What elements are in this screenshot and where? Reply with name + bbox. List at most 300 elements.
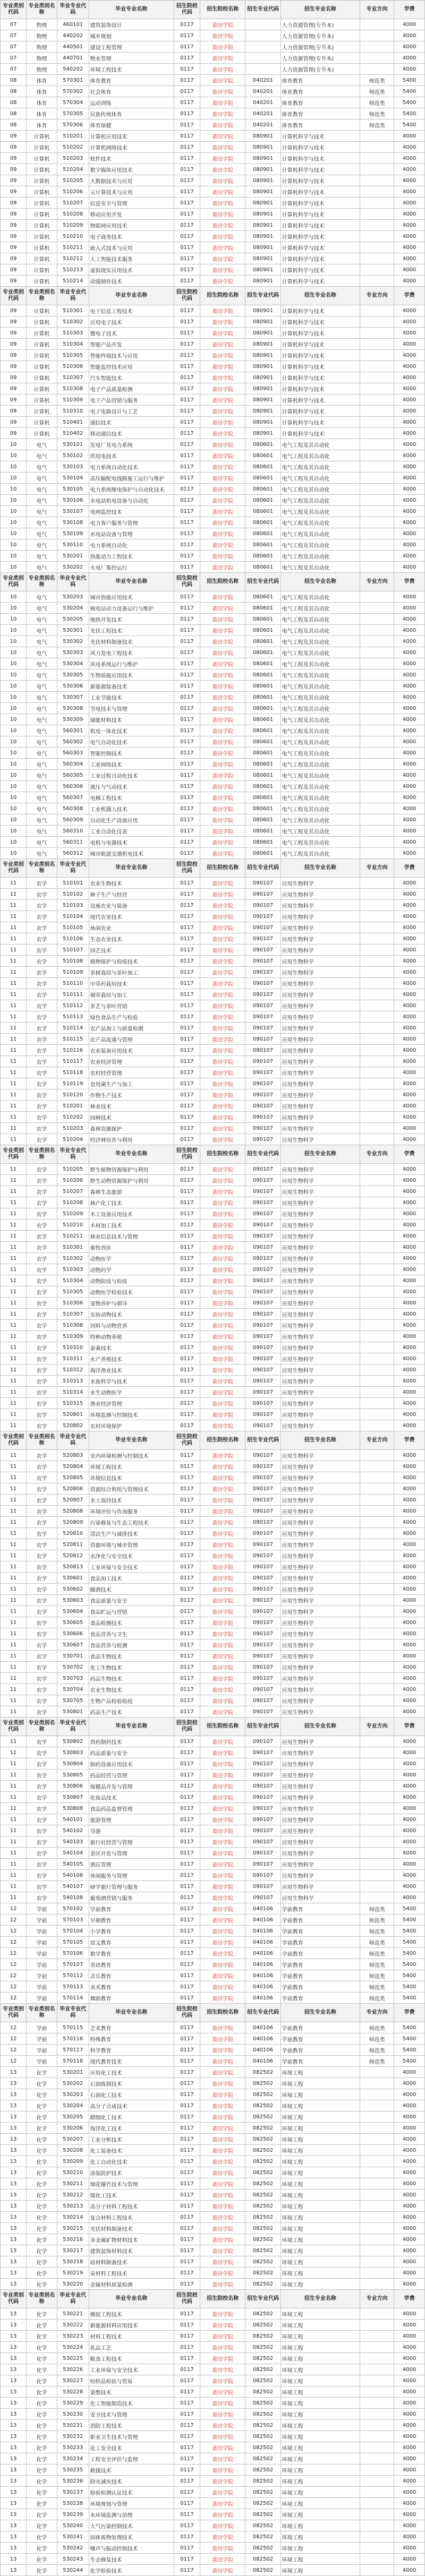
cell-major-name: 野生植物资源保护与利用 bbox=[89, 1164, 174, 1175]
cell-target-name: 应用生物科学 bbox=[280, 1792, 360, 1803]
cell-target-code: 082502 bbox=[245, 2342, 280, 2353]
cell-category-name: 农学 bbox=[27, 1792, 57, 1803]
cell-tuition: 4000 bbox=[394, 591, 425, 603]
cell-school-name: 莆田学院 bbox=[200, 1364, 245, 1376]
cell-direction bbox=[360, 1264, 394, 1275]
cell-target-code: 090107 bbox=[245, 889, 280, 900]
cell-major-name: 电网监控技术 bbox=[89, 506, 174, 517]
cell-tuition: 4000 bbox=[394, 1034, 425, 1045]
cell-school-code: 0117 bbox=[174, 1320, 200, 1331]
cell-school-name: 莆田学院 bbox=[200, 2167, 245, 2178]
cell-major-name: 通信技术 bbox=[89, 417, 174, 428]
header-cell-school-code: 招生院校代码 bbox=[174, 573, 200, 591]
cell-target-name: 应用生物科学 bbox=[280, 1197, 360, 1208]
cell-target-code: 090107 bbox=[245, 1101, 280, 1112]
cell-major-name: 生态农业技术 bbox=[89, 933, 174, 944]
cell-major-name: 社会体育 bbox=[89, 86, 174, 97]
cell-major-name: 电子产品营销与服务 bbox=[89, 394, 174, 406]
cell-tuition: 4000 bbox=[394, 439, 425, 450]
cell-major-name: 运动训练 bbox=[89, 97, 174, 108]
table-row bbox=[1, 1673, 425, 1684]
cell-major-code: 530607 bbox=[57, 1639, 89, 1651]
table-row bbox=[1, 2279, 425, 2290]
table-row bbox=[1, 2331, 425, 2342]
cell-target-name: 应用生物科学 bbox=[280, 1011, 360, 1023]
cell-direction bbox=[360, 1034, 394, 1045]
cell-major-code: 510309 bbox=[57, 1331, 89, 1342]
cell-target-name: 应用生物科学 bbox=[280, 1034, 360, 1045]
cell-school-code: 0117 bbox=[174, 1275, 200, 1286]
cell-school-code: 0117 bbox=[174, 2431, 200, 2442]
cell-category-name: 计算机 bbox=[27, 220, 57, 231]
cell-category-name: 化学 bbox=[27, 2453, 57, 2465]
table-row bbox=[1, 1112, 425, 1123]
cell-school-name: 莆田学院 bbox=[200, 1101, 245, 1112]
table-row bbox=[1, 978, 425, 989]
cell-major-code: 510304 bbox=[57, 1275, 89, 1286]
cell-target-code: 080901 bbox=[245, 406, 280, 417]
cell-tuition: 4000 bbox=[394, 1617, 425, 1628]
cell-school-name: 莆田学院 bbox=[200, 186, 245, 198]
cell-school-name: 莆田学院 bbox=[200, 1242, 245, 1253]
cell-major-code: 520803 bbox=[57, 1450, 89, 1461]
cell-target-name: 应用生物科学 bbox=[280, 1561, 360, 1573]
cell-target-code: 080901 bbox=[245, 339, 280, 350]
cell-major-code: 510205 bbox=[57, 175, 89, 186]
cell-target-code: 082502 bbox=[245, 2565, 280, 2576]
cell-direction bbox=[360, 1101, 394, 1112]
cell-major-name: 煤化工技术 bbox=[89, 2189, 174, 2201]
table-row bbox=[1, 1134, 425, 1145]
cell-school-name: 莆田学院 bbox=[200, 1034, 245, 1045]
cell-target-name: 电气工程及其自动化 bbox=[280, 725, 360, 736]
cell-school-code: 0117 bbox=[174, 1539, 200, 1550]
cell-major-code: 530301 bbox=[57, 625, 89, 636]
cell-target-name: 应用生物科学 bbox=[280, 1706, 360, 1718]
cell-direction bbox=[360, 1000, 394, 1011]
cell-category-name: 化学 bbox=[27, 2442, 57, 2453]
header-cell-tuition: 学费 bbox=[394, 1, 425, 19]
cell-tuition: 4000 bbox=[394, 889, 425, 900]
cell-tuition: 4000 bbox=[394, 2167, 425, 2178]
table-row bbox=[1, 1584, 425, 1595]
cell-category-name: 农学 bbox=[27, 1089, 57, 1101]
cell-target-name: 电气工程及其自动化 bbox=[280, 625, 360, 636]
cell-direction bbox=[360, 439, 394, 450]
cell-direction bbox=[360, 2308, 394, 2320]
cell-direction bbox=[360, 781, 394, 792]
cell-direction bbox=[360, 495, 394, 506]
cell-target-name: 应用生物科学 bbox=[280, 1353, 360, 1364]
cell-school-code: 0117 bbox=[174, 2067, 200, 2078]
cell-major-code: 530304 bbox=[57, 658, 89, 669]
cell-major-code: 570114 bbox=[57, 1993, 89, 2004]
cell-category-name: 计算机 bbox=[27, 253, 57, 264]
cell-tuition: 4000 bbox=[394, 2089, 425, 2100]
table-row bbox=[1, 328, 425, 339]
header-cell-direction: 专业方向 bbox=[360, 859, 394, 878]
cell-school-code: 0117 bbox=[174, 714, 200, 725]
table-row bbox=[1, 1101, 425, 1112]
cell-category-name: 电气 bbox=[27, 647, 57, 658]
cell-major-name: 农村环境保护 bbox=[89, 1420, 174, 1431]
cell-major-name: 污染修复与生态工程技术 bbox=[89, 1517, 174, 1528]
cell-tuition: 4000 bbox=[394, 2189, 425, 2201]
cell-direction bbox=[360, 562, 394, 573]
cell-category-code: 11 bbox=[1, 1506, 27, 1517]
cell-target-code: 082502 bbox=[245, 2067, 280, 2078]
table-row bbox=[1, 53, 425, 64]
cell-tuition: 4000 bbox=[394, 1628, 425, 1639]
cell-major-name: 虚拟现实应用技术 bbox=[89, 264, 174, 276]
cell-target-code: 080901 bbox=[245, 198, 280, 209]
table-row bbox=[1, 164, 425, 175]
cell-category-code: 10 bbox=[1, 591, 27, 603]
cell-target-name: 环境工程 bbox=[280, 2308, 360, 2320]
cell-major-name: 化学检验技术 bbox=[89, 2565, 174, 2576]
cell-category-name: 农学 bbox=[27, 1420, 57, 1431]
cell-major-code: 510205 bbox=[57, 1164, 89, 1175]
header-cell-direction: 专业方向 bbox=[360, 573, 394, 591]
cell-category-name: 电气 bbox=[27, 484, 57, 495]
cell-school-name: 莆田学院 bbox=[200, 1695, 245, 1706]
cell-school-name: 莆田学院 bbox=[200, 1914, 245, 1926]
cell-target-name: 计算机科学与技术 bbox=[280, 209, 360, 220]
cell-major-code: 520801 bbox=[57, 1409, 89, 1420]
cell-target-code: 090107 bbox=[245, 1134, 280, 1145]
cell-school-code: 0117 bbox=[174, 2201, 200, 2212]
cell-school-code: 0117 bbox=[174, 1550, 200, 1561]
header-cell-major-name: 毕业专业名称 bbox=[89, 859, 174, 878]
cell-target-name: 计算机科学与技术 bbox=[280, 264, 360, 276]
cell-category-name: 电气 bbox=[27, 517, 57, 528]
cell-major-code: 530202 bbox=[57, 2078, 89, 2089]
cell-major-code: 530222 bbox=[57, 2320, 89, 2331]
cell-school-code: 0117 bbox=[174, 814, 200, 826]
header-cell-target-code: 招生专业代码 bbox=[245, 1718, 280, 1736]
cell-school-code: 0117 bbox=[174, 2375, 200, 2386]
cell-direction bbox=[360, 1220, 394, 1231]
cell-target-code: 080601 bbox=[245, 495, 280, 506]
cell-target-code: 080601 bbox=[245, 473, 280, 484]
cell-category-code: 13 bbox=[1, 2386, 27, 2398]
cell-category-code: 11 bbox=[1, 1034, 27, 1045]
cell-target-name: 应用生物科学 bbox=[280, 967, 360, 978]
cell-major-name: 体育保健 bbox=[89, 119, 174, 131]
cell-target-name: 电气工程及其自动化 bbox=[280, 539, 360, 551]
cell-direction bbox=[360, 339, 394, 350]
cell-direction bbox=[360, 2331, 394, 2342]
cell-category-name: 电气 bbox=[27, 562, 57, 573]
cell-direction bbox=[360, 814, 394, 826]
header-cell-major-code: 毕业专业代码 bbox=[57, 859, 89, 878]
cell-school-name: 莆田学院 bbox=[200, 175, 245, 186]
cell-school-code: 0117 bbox=[174, 1639, 200, 1651]
cell-target-name: 应用生物科学 bbox=[280, 1123, 360, 1134]
cell-target-code: 082502 bbox=[245, 2398, 280, 2409]
cell-major-name: 电子商务技术 bbox=[89, 231, 174, 242]
header-cell-target-name: 招生专业名称 bbox=[280, 2290, 360, 2308]
cell-tuition: 4000 bbox=[394, 1495, 425, 1506]
cell-school-name: 莆田学院 bbox=[200, 1550, 245, 1561]
cell-category-name: 农学 bbox=[27, 1561, 57, 1573]
cell-target-name: 应用生物科学 bbox=[280, 1483, 360, 1495]
cell-category-code: 10 bbox=[1, 792, 27, 803]
cell-target-code: 090107 bbox=[245, 1517, 280, 1528]
cell-major-code: 530204 bbox=[57, 603, 89, 614]
cell-major-name: 中草药栽培技术 bbox=[89, 978, 174, 989]
cell-direction bbox=[360, 2554, 394, 2565]
cell-major-name: 科学教育 bbox=[89, 2045, 174, 2056]
cell-direction bbox=[360, 473, 394, 484]
cell-category-name: 农学 bbox=[27, 911, 57, 922]
cell-target-code: 090107 bbox=[245, 1561, 280, 1573]
cell-direction bbox=[360, 164, 394, 175]
cell-target-code: 080901 bbox=[245, 417, 280, 428]
cell-tuition: 4000 bbox=[394, 826, 425, 837]
cell-target-name: 电气工程及其自动化 bbox=[280, 484, 360, 495]
cell-major-name: 研学旅行管理与服务 bbox=[89, 1881, 174, 1892]
cell-category-name: 电气 bbox=[27, 781, 57, 792]
table-row bbox=[1, 848, 425, 859]
header-cell-direction: 专业方向 bbox=[360, 1, 394, 19]
header-cell-major-name: 毕业专业名称 bbox=[89, 1431, 174, 1450]
cell-category-code: 11 bbox=[1, 1000, 27, 1011]
cell-direction bbox=[360, 417, 394, 428]
cell-major-name: 生态修复技术 bbox=[89, 2554, 174, 2565]
cell-target-code: 090107 bbox=[245, 1803, 280, 1814]
cell-major-code: 530201 bbox=[57, 551, 89, 562]
cell-school-code: 0117 bbox=[174, 264, 200, 276]
cell-school-code: 0117 bbox=[174, 2189, 200, 2201]
cell-target-code: 090107 bbox=[245, 1242, 280, 1253]
cell-major-code: 510115 bbox=[57, 1034, 89, 1045]
table-row bbox=[1, 495, 425, 506]
cell-category-name: 农学 bbox=[27, 1495, 57, 1506]
table-row bbox=[1, 350, 425, 361]
table-row bbox=[1, 316, 425, 328]
cell-major-name: 动漫制作技术 bbox=[89, 276, 174, 287]
cell-category-code: 13 bbox=[1, 2067, 27, 2078]
cell-target-name: 环境工程 bbox=[280, 2201, 360, 2212]
cell-major-code: 510103 bbox=[57, 900, 89, 911]
cell-major-code: 530305 bbox=[57, 669, 89, 681]
cell-category-code: 11 bbox=[1, 1472, 27, 1483]
header-cell-direction: 专业方向 bbox=[360, 2290, 394, 2308]
cell-major-name: 海洋渔业技术 bbox=[89, 1364, 174, 1376]
cell-major-code: 530203 bbox=[57, 591, 89, 603]
cell-category-name: 农学 bbox=[27, 1056, 57, 1067]
cell-major-name: 安全技术与管理 bbox=[89, 2409, 174, 2420]
cell-category-code: 13 bbox=[1, 2123, 27, 2134]
cell-category-code: 13 bbox=[1, 2234, 27, 2245]
cell-major-name: 防灾减灾技术 bbox=[89, 2476, 174, 2487]
header-cell-school-code: 招生院校代码 bbox=[174, 1, 200, 19]
cell-major-code: 510104 bbox=[57, 911, 89, 922]
cell-category-name: 农学 bbox=[27, 1770, 57, 1781]
header-cell-target-name: 招生专业名称 bbox=[280, 1, 360, 19]
cell-tuition: 4000 bbox=[394, 539, 425, 551]
cell-target-name: 应用生物科学 bbox=[280, 1461, 360, 1472]
cell-target-name: 环境工程 bbox=[280, 2100, 360, 2111]
cell-category-code: 09 bbox=[1, 372, 27, 383]
cell-category-name: 农学 bbox=[27, 1023, 57, 1034]
cell-major-code: 510202 bbox=[57, 1112, 89, 1123]
cell-target-name: 学前教育 bbox=[280, 1937, 360, 1948]
table-row bbox=[1, 2067, 425, 2078]
cell-category-code: 13 bbox=[1, 2409, 27, 2420]
cell-major-code: 530219 bbox=[57, 2268, 89, 2279]
cell-category-name: 化学 bbox=[27, 2520, 57, 2531]
cell-category-code: 13 bbox=[1, 2256, 27, 2268]
cell-category-code: 11 bbox=[1, 1164, 27, 1175]
cell-major-code: 520805 bbox=[57, 1472, 89, 1483]
cell-school-name: 莆田学院 bbox=[200, 989, 245, 1000]
cell-school-name: 莆田学院 bbox=[200, 1517, 245, 1528]
header-row bbox=[1, 573, 425, 591]
cell-target-name: 电气工程及其自动化 bbox=[280, 450, 360, 461]
cell-category-name: 计算机 bbox=[27, 383, 57, 394]
cell-direction bbox=[360, 603, 394, 614]
cell-target-code: 090107 bbox=[245, 1628, 280, 1639]
cell-school-code: 0117 bbox=[174, 636, 200, 647]
cell-tuition: 4000 bbox=[394, 922, 425, 933]
cell-target-code: 090107 bbox=[245, 922, 280, 933]
cell-major-name: 应用电子技术 bbox=[89, 316, 174, 328]
cell-major-code: 560311 bbox=[57, 837, 89, 848]
cell-category-name: 农学 bbox=[27, 1747, 57, 1758]
cell-target-code: 082502 bbox=[245, 2223, 280, 2234]
cell-school-name: 莆田学院 bbox=[200, 714, 245, 725]
cell-major-name: 现代农业技术 bbox=[89, 911, 174, 922]
cell-school-code: 0117 bbox=[174, 978, 200, 989]
cell-school-code: 0117 bbox=[174, 2364, 200, 2375]
cell-category-name: 计算机 bbox=[27, 153, 57, 164]
cell-category-code: 11 bbox=[1, 1736, 27, 1747]
cell-major-name: 森林资源保护 bbox=[89, 1123, 174, 1134]
cell-target-code: 090107 bbox=[245, 1398, 280, 1409]
cell-major-code: 560312 bbox=[57, 848, 89, 859]
cell-school-code: 0117 bbox=[174, 1803, 200, 1814]
cell-target-code: 090107 bbox=[245, 1450, 280, 1461]
cell-school-name: 莆田学院 bbox=[200, 1197, 245, 1208]
cell-school-name: 莆田学院 bbox=[200, 1948, 245, 1959]
cell-category-code: 13 bbox=[1, 2487, 27, 2498]
cell-tuition: 4000 bbox=[394, 1758, 425, 1770]
cell-target-code bbox=[245, 53, 280, 64]
cell-target-code: 082502 bbox=[245, 2156, 280, 2167]
cell-category-code: 11 bbox=[1, 1353, 27, 1364]
cell-direction bbox=[360, 1376, 394, 1387]
cell-category-name: 物理 bbox=[27, 41, 57, 53]
cell-tuition: 4000 bbox=[394, 64, 425, 75]
cell-major-code: 510211 bbox=[57, 1231, 89, 1242]
cell-category-name: 电气 bbox=[27, 539, 57, 551]
cell-target-name: 应用生物科学 bbox=[280, 1220, 360, 1231]
cell-school-code: 0117 bbox=[174, 703, 200, 714]
cell-category-code: 07 bbox=[1, 30, 27, 41]
table-row bbox=[1, 2268, 425, 2279]
cell-target-code: 080601 bbox=[245, 614, 280, 625]
cell-major-code: 510203 bbox=[57, 153, 89, 164]
cell-major-name: 涂装防护技术 bbox=[89, 2167, 174, 2178]
cell-target-code: 082502 bbox=[245, 2543, 280, 2554]
cell-target-name: 应用生物科学 bbox=[280, 1770, 360, 1781]
header-cell-major-name: 毕业专业名称 bbox=[89, 2290, 174, 2308]
cell-major-name: 工程安全评价与监理 bbox=[89, 2453, 174, 2465]
header-cell-category-name: 专业类别名称 bbox=[27, 287, 57, 305]
cell-category-name: 农学 bbox=[27, 1264, 57, 1275]
header-cell-category-code: 专业类别代码 bbox=[1, 287, 27, 305]
cell-category-name: 电气 bbox=[27, 603, 57, 614]
cell-tuition: 4000 bbox=[394, 803, 425, 814]
cell-target-name: 环境工程 bbox=[280, 2543, 360, 2554]
cell-tuition: 4000 bbox=[394, 450, 425, 461]
cell-target-code: 080601 bbox=[245, 759, 280, 770]
cell-school-code: 0117 bbox=[174, 242, 200, 253]
cell-tuition: 4000 bbox=[394, 1651, 425, 1662]
cell-direction: 师范类 bbox=[360, 86, 394, 97]
cell-tuition: 4000 bbox=[394, 900, 425, 911]
cell-target-name: 应用生物科学 bbox=[280, 1320, 360, 1331]
cell-category-code: 11 bbox=[1, 1420, 27, 1431]
cell-major-code: 510210 bbox=[57, 231, 89, 242]
cell-category-code: 10 bbox=[1, 603, 27, 614]
cell-tuition: 5400 bbox=[394, 2045, 425, 2056]
cell-major-code: 510315 bbox=[57, 1398, 89, 1409]
cell-category-code: 11 bbox=[1, 1651, 27, 1662]
cell-major-name: 化工生物技术 bbox=[89, 1662, 174, 1673]
table-row bbox=[1, 1881, 425, 1892]
cell-category-code: 11 bbox=[1, 1045, 27, 1056]
cell-school-code: 0117 bbox=[174, 1970, 200, 1981]
cell-school-name: 莆田学院 bbox=[200, 2487, 245, 2498]
cell-major-name: 酿酒技术 bbox=[89, 1584, 174, 1595]
cell-major-code: 530602 bbox=[57, 1584, 89, 1595]
cell-target-name: 应用生物科学 bbox=[280, 900, 360, 911]
cell-target-code: 090107 bbox=[245, 1298, 280, 1309]
cell-major-code: 530106 bbox=[57, 495, 89, 506]
cell-school-name: 莆田学院 bbox=[200, 2320, 245, 2331]
cell-target-code: 090107 bbox=[245, 1164, 280, 1175]
cell-target-code: 080901 bbox=[245, 428, 280, 439]
cell-school-name: 莆田学院 bbox=[200, 2453, 245, 2465]
cell-tuition: 4000 bbox=[394, 1342, 425, 1353]
cell-major-name: 电机与电器技术 bbox=[89, 837, 174, 848]
table-row bbox=[1, 1364, 425, 1376]
cell-school-code: 0117 bbox=[174, 848, 200, 859]
cell-direction bbox=[360, 878, 394, 889]
table-row bbox=[1, 669, 425, 681]
table-row bbox=[1, 1034, 425, 1045]
cell-major-code: 530110 bbox=[57, 539, 89, 551]
cell-major-name: 植物保护与检疫技术 bbox=[89, 956, 174, 967]
table-row bbox=[1, 2554, 425, 2565]
cell-tuition: 4000 bbox=[394, 669, 425, 681]
cell-major-code: 520804 bbox=[57, 1461, 89, 1472]
cell-school-code: 0117 bbox=[174, 1606, 200, 1617]
cell-target-code: 090107 bbox=[245, 1253, 280, 1264]
cell-category-code: 11 bbox=[1, 1628, 27, 1639]
cell-tuition: 4000 bbox=[394, 2223, 425, 2234]
cell-target-code: 090107 bbox=[245, 933, 280, 944]
cell-category-name: 农学 bbox=[27, 1814, 57, 1825]
cell-target-name: 计算机科学与技术 bbox=[280, 417, 360, 428]
cell-target-name: 应用生物科学 bbox=[280, 889, 360, 900]
cell-major-code: 530226 bbox=[57, 2364, 89, 2375]
cell-major-code: 540101 bbox=[57, 1814, 89, 1825]
cell-category-code: 13 bbox=[1, 2342, 27, 2353]
